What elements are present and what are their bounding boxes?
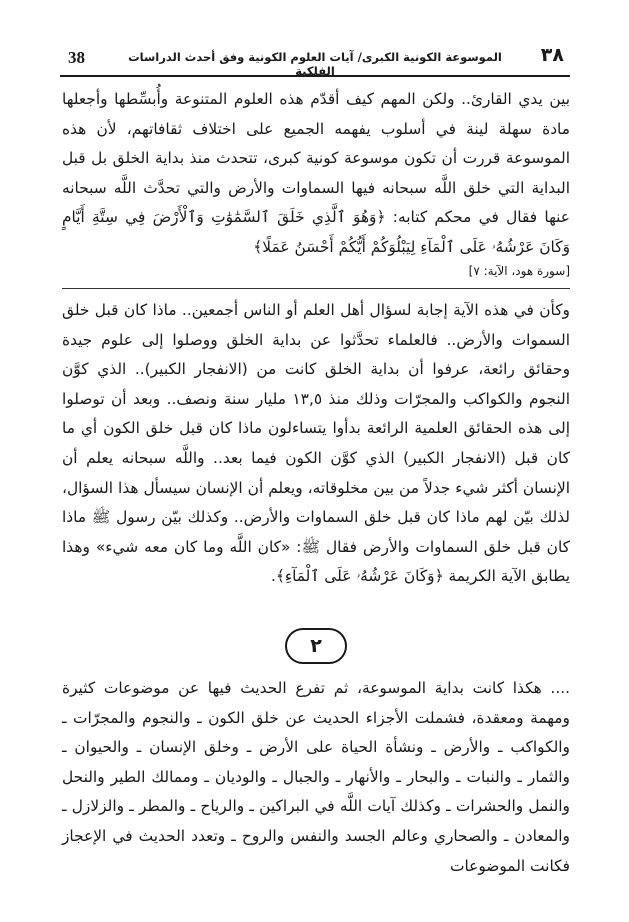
paragraph-question: وكأن في هذه الآية إجابة لسؤال أهل العلم أو الناس أجمعين.. ماذا كان قبل خلق السموات والأرض.. فالعلماء تحدَّثوا عن بداية الخلق ووصلوا إلى علوم جيدة وحقائق رائعة، عرفوا أن بداية الخلق كانت من (الانفجار الكبير).. الذي كوَّن النجوم والكواكب والمجرّات وذلك منذ ١٣,٥ مليار سنة ونصف.. وبعد أن توصلوا إلى هذه الحقائق العلمية الرائعة بدأوا يتساءلون ماذا كان قبل خلق الكون أي ما كان قبل (الانفجار الكبير) الذي كوَّن الكون فيما بعد.. واللَّه سبحانه يعلم أن الإنسان أكثر شيء جدلاً من بين مخلوقاته، ويعلم أن الإنسان سيسأل هذا السؤال، لذلك بيّن لهم ماذا كان قبل خلق السماوات والأرض.. وكذلك بيّن رسول ﷺ ماذا كان قبل خلق السماوات والأرض فقال ﷺ: «كان اللَّه وما كان معه شيء» وهذا يطابق الآية الكريمة ﴿وَكَانَ عَرْشُهُۥ عَلَى ٱلْمَآءِ﴾. — [62, 301, 571, 586]
citation-divider — [62, 288, 570, 289]
verse-citation: [سورة هود، الآية: ٧] — [468, 264, 570, 278]
page-number-latin: 38 — [68, 48, 85, 67]
header-divider — [60, 75, 570, 77]
page-header — [60, 44, 570, 78]
section-number-badge: ٢ — [285, 628, 347, 664]
page-number-arabic: ٣٨ — [540, 44, 564, 66]
running-title: الموسوعة الكونية الكبرى/ آيات العلوم الكونية وفق أحدث الدراسات الفلكية — [128, 50, 502, 78]
paragraph-intro: بين يدي القارئ.. ولكن المهم كيف أقدّم هذه العلوم المتنوعة وأُبسِّطها وأجعلها مادة سهلة لينة في أسلوب يفهمه الجميع على اختلاف ثقافاتهم، لأن هذه الموسوعة قررت أن تكون موسوعة كونية كبرى، تتحدث منذ بداية الخلق بل قبل البداية التي خلق اللَّه سبحانه فيها السماوات والأرض والتي تحدَّث اللَّه سبحانه عنها فقال في محكم كتابه: ﴿وَهُوَ ٱلَّذِي خَلَقَ ٱلسَّمَٰوَٰتِ وَٱلْأَرْضَ فِي سِتَّةِ أَيَّامٍ وَكَانَ عَرْشُهُۥ عَلَى ٱلْمَآءِ لِيَبْلُوَكُمْ أَيُّكُمْ أَحْسَنُ عَمَلًا﴾ — [62, 90, 570, 256]
paragraph-topics: .... هكذا كانت بداية الموسوعة، ثم تفرع الحديث فيها عن موضوعات كثيرة ومهمة ومعقدة، فشملت الأجزاء الحديث عن خلق الكون ـ والنجوم والمجرّات ـ والكواكب ـ والأرض ـ ونشأة الحياة على الأرض ـ وخلق الإنسان ـ والحيوان ـ والثمار ـ والنبات ـ والبحار ـ والأنهار ـ والجبال ـ والوديان ـ وممالك الطير والنحل والنمل والحشرات ـ وكذلك آيات اللَّه في البراكين ـ والرياح ـ والمطر ـ والزلازل ـ والمعادن ـ والصحاري وعالم الجسد والنفس والروح ـ وتعدد الحديث في الإعجاز فكانت الموضوعات — [62, 679, 570, 875]
